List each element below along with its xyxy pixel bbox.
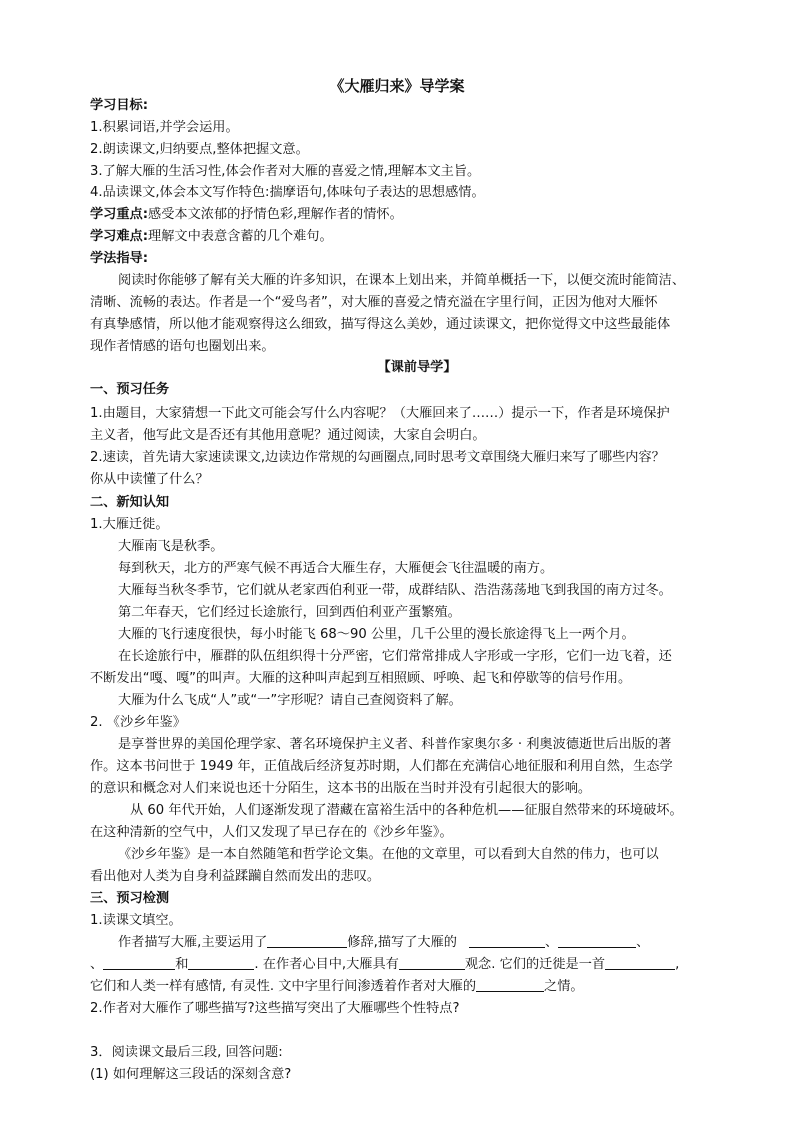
key-label: 学习重点: <box>90 207 149 222</box>
answer-blank[interactable] <box>476 978 544 992</box>
almanac-line: 的意识和概念对人们来说也还十分陌生，这本书的出版在当时并没有引起很大的影响。 <box>90 781 592 796</box>
question-3-1: (1) 如何理解这三段话的深刻含意? <box>90 1067 292 1082</box>
method-line: 清晰、流畅的表达。作者是一个“爱鸟者”，对大雁的喜爱之情充溢在字里行间，正因为他对大雁怀 <box>90 295 658 310</box>
fill-in-line-3: 它们和人类一样有感情, 有灵性. 文中字里行间渗透着作者对大雁的 之情。 <box>90 979 584 994</box>
answer-blank[interactable] <box>399 956 465 970</box>
answer-blank[interactable] <box>103 956 175 970</box>
almanac-line: 《沙乡年鉴》是一本自然随笔和哲学论文集。在他的文章里，可以看到大自然的伟力，也可以 <box>118 847 659 862</box>
method-line: 阅读时你能够了解有关大雁的许多知识，在课本上划出来，并简单概括一下，以便交流时能简洁、 <box>118 273 686 288</box>
migration-line: 大雁每当秋冬季节，它们就从老家西伯利亚一带，成群结队、浩浩荡荡地飞到我国的南方过冬。 <box>118 583 672 598</box>
difficulty-label: 学习难点: <box>90 229 149 244</box>
almanac-line: 从 60 年代开始，人们逐渐发现了潜藏在富裕生活中的各种危机——征服自然带来的环境破坏。 <box>130 803 683 818</box>
difficulty-text: 理解文中表意含蓄的几个难句。 <box>148 229 333 244</box>
question-2: 2.作者对大雁作了哪些描写?这些描写突出了大雁哪些个性特点? <box>90 1001 460 1016</box>
method-line: 有真挚感情，所以他才能观察得这么细致，描写得这么美妙，通过读课文，把你觉得文中这些最能体 <box>90 317 671 332</box>
migration-line: 不断发出“嘎、嘎”的叫声。大雁的这种叫声起到互相照顾、呼唤、起飞和停歇等的信号作用。 <box>90 671 632 686</box>
migration-line: 在长途旅行中，雁群的队伍组织得十分严密，它们常常排成人字形或一字形，它们一边飞着，还 <box>118 649 672 664</box>
migration-line: 大雁的飞行速度很快，每小时能飞 68～90 公里，几千公里的漫长旅途得飞上一两个月。 <box>118 627 635 642</box>
task-line: 主义者，他写此文是否还有其他用意呢？通过阅读，大家自会明白。 <box>90 428 486 443</box>
task-line: 你从中读懂了什么？ <box>90 472 209 487</box>
objective-item: 2.朗读课文,归纳要点,整体把握文意。 <box>90 142 309 157</box>
migration-line: 每到秋天，北方的严寒气候不再适合大雁生存，大雁便会飞往温暖的南方。 <box>118 561 554 576</box>
answer-blank[interactable] <box>469 934 545 948</box>
question-3: 3．阅读课文最后三段, 回答问题: <box>90 1045 283 1060</box>
almanac-title: 2. 《沙乡年鉴》 <box>90 715 186 730</box>
fill-in-line-2: 、 和 . 在作者心目中,大雁具有 观念. 它们的迁徙是一首 , <box>90 957 680 972</box>
section-3-heading: 三、预习检测 <box>90 891 170 906</box>
section-2-heading: 二、新知认知 <box>90 495 170 510</box>
method-line: 现作者情感的语句也圈划出来。 <box>90 339 275 354</box>
document-title: 《大雁归来》导学案 <box>329 77 465 95</box>
objective-item: 1.积累词语,并学会运用。 <box>90 120 239 135</box>
section-1-heading: 一、预习任务 <box>90 382 170 397</box>
migration-line: 大雁为什么飞成“人”或“一”字形呢？请自己查阅资料了解。 <box>118 693 462 708</box>
objective-item: 3.了解大雁的生活习性,体会作者对大雁的喜爱之情,理解本文主旨。 <box>90 164 481 179</box>
difficulty-point <box>90 228 708 246</box>
migration-line: 第二年春天，它们经过长途旅行，回到西伯利亚产蛋繁殖。 <box>118 605 461 620</box>
objectives-label: 学习目标: <box>90 98 149 113</box>
almanac-line: 看出他对人类为自身利益蹂躏自然而发出的悲叹。 <box>90 869 381 884</box>
almanac-line: 作。这本书问世于 1949 年，正值战后经济复苏时期，人们都在充满信心地征服和利用自然，生态学 <box>90 759 673 774</box>
answer-blank[interactable] <box>188 956 254 970</box>
almanac-line: 是享誉世界的美国伦理学家、著名环境保护主义者、科普作家奥尔多 · 利奥波德逝世后出版的著 <box>118 737 672 752</box>
key-text: 感受本文浓郁的抒情色彩,理解作者的情怀。 <box>148 207 403 222</box>
almanac-line: 在这种清新的空气中，人们又发现了早已存在的《沙乡年鉴》。 <box>90 825 453 840</box>
question-1-title: 1.读课文填空。 <box>90 913 182 928</box>
method-label: 学法指导: <box>90 251 149 266</box>
fill-in-line-1: 作者描写大雁,主要运用了 修辞,描写了大雁的 、 、 <box>118 935 650 950</box>
task-line: 1.由题目，大家猜想一下此文可能会写什么内容呢？（大雁回来了……）提示一下，作者是环境保护 <box>90 406 670 421</box>
preclass-heading: 【课前导学】 <box>377 360 457 375</box>
key-point <box>90 206 708 224</box>
answer-blank[interactable] <box>267 934 347 948</box>
answer-blank[interactable] <box>605 956 675 970</box>
task-line: 2.速读，首先请大家速读课文,边读边作常规的勾画圈点,同时思考文章围绕大雁归来写了哪些内容？ <box>90 450 665 465</box>
objective-item: 4.品读课文,体会本文写作特色:揣摩语句,体味句子表达的思想感情。 <box>90 185 485 200</box>
answer-blank[interactable] <box>558 934 636 948</box>
migration-line: 大雁南飞是秋季。 <box>118 539 224 554</box>
migration-title: 1.大雁迁徙。 <box>90 517 169 532</box>
